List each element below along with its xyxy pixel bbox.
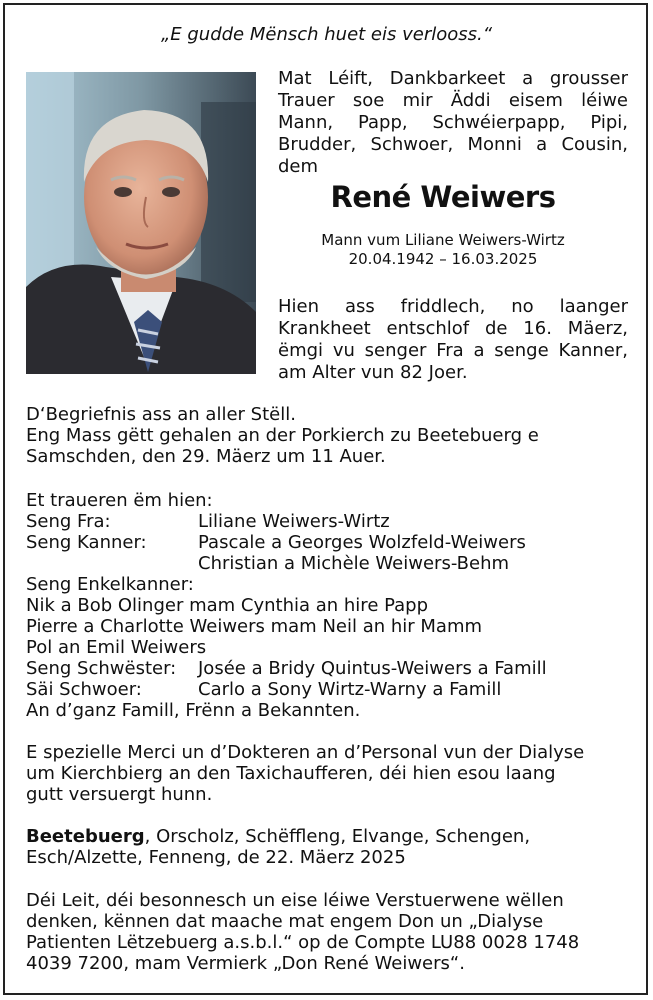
grandchildren-item: Pierre a Charlotte Weiwers mam Neil an hir Mamm [26,616,483,637]
brother-in-law-label: Säi Schwoer: [26,679,142,700]
thanks-paragraph [26,742,626,805]
grandchildren-label: Seng Enkelkanner: [26,574,194,595]
donation-line: 4039 7200, mam Vermierk „Don René Weiwers“. [26,953,465,974]
intro-line: Brudder, Schwoer, Monni a Cousin, [278,134,628,155]
place-rest: , Orscholz, Schëffleng, Elvange, Schengen, [144,826,531,847]
thanks-line: gutt versuergt hunn. [26,784,213,805]
brother-in-law-name: Carlo a Sony Wirtz-Warny a Famill [198,679,502,700]
intro-paragraph [278,68,628,178]
intro-line: dem [278,156,319,177]
sister-label: Seng Schwëster: [26,658,177,679]
intro-line: Trauer soe mir Äddi eisem léiwe [278,90,628,111]
mourners-list [26,490,626,721]
place-bold: Beetebuerg [26,826,145,847]
place-line [26,826,626,847]
passing-line: am Alter vun 82 Joer. [278,362,468,383]
brother-in-law-row [26,679,626,700]
funeral-paragraph [26,404,626,467]
funeral-line: Samschden, den 29. Mäerz um 11 Auer. [26,446,386,467]
intro-line: Mat Léift, Dankbarkeet a grousser [278,68,628,89]
passing-paragraph [278,296,628,384]
donation-paragraph [26,890,626,974]
place-date [26,826,626,868]
portrait-photo [26,72,256,374]
children-row-2 [26,553,626,574]
passing-line: Krankheet entschlof de 16. Mäerz, [278,318,628,339]
intro-line: Mann, Papp, Schwéierpapp, Pipi, [278,112,628,133]
donation-line: Patienten Lëtzebuerg a.s.b.l.“ op de Compte LU88 0028 1748 [26,932,580,953]
mourners-intro: Et traueren ëm hien: [26,490,213,511]
sister-name: Josée a Bridy Quintus-Weiwers a Famill [198,658,547,679]
thanks-line: um Kierchbierg an den Taxichaufferen, déi hien esou laang [26,763,556,784]
wife-name: Liliane Weiwers-Wirtz [198,511,390,532]
funeral-line: Eng Mass gëtt gehalen an der Porkierch zu Beetebuerg e [26,425,539,446]
spouse-line: Mann vum Liliane Weiwers-Wirtz [321,231,565,249]
sister-row [26,658,626,679]
deceased-name: René Weiwers [330,180,556,214]
others-line: An d’ganz Famill, Frënn a Bekannten. [26,700,361,721]
life-dates: 20.04.1942 – 16.03.2025 [348,250,538,268]
passing-line: Hien ass friddlech, no laanger [278,296,628,317]
donation-line: Déi Leit, déi besonnesch un eise léiwe Verstuerwene wëllen [26,890,564,911]
motto: „E gudde Mënsch huet eis verlooss.“ [160,24,493,45]
children-label: Seng Kanner: [26,532,147,553]
wife-label: Seng Fra: [26,511,111,532]
wife-row [26,511,626,532]
funeral-line: D‘Begriefnis ass an aller Stëll. [26,404,296,425]
grandchildren-item: Pol an Emil Weiwers [26,637,207,658]
children-row [26,532,626,553]
passing-line: ëmgi vu senger Fra a senge Kanner, [278,340,628,361]
donation-line: denken, kënnen dat maache mat engem Don un „Dialyse [26,911,544,932]
thanks-line: E spezielle Merci un d’Dokteren an d’Personal vun der Dialyse [26,742,585,763]
grandchildren-item: Nik a Bob Olinger mam Cynthia an hire Papp [26,595,429,616]
children-name: Pascale a Georges Wolzfeld-Weiwers [198,532,526,553]
children-name: Christian a Michèle Weiwers-Behm [198,553,510,574]
place-line-2: Esch/Alzette, Fenneng, de 22. Mäerz 2025 [26,847,406,868]
